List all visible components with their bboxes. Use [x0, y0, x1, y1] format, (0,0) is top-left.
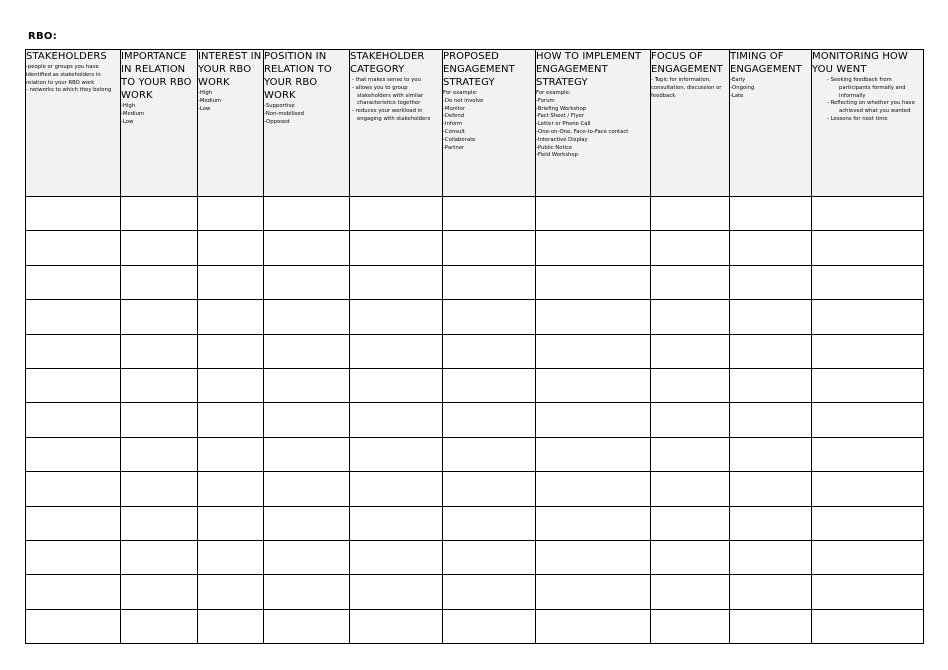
table-row — [26, 506, 924, 540]
col-title: TIMING OF ENGAGEMENT — [730, 51, 802, 75]
col-desc-line: -Ongoing — [730, 84, 755, 91]
entry-cell[interactable] — [121, 472, 198, 506]
col-title: HOW TO IMPLEMENT ENGAGEMENT STRATEGY — [536, 51, 642, 88]
entry-cell[interactable] — [730, 197, 812, 231]
entry-cell[interactable] — [651, 437, 730, 471]
entry-cell[interactable] — [264, 575, 350, 609]
entry-cell[interactable] — [264, 300, 350, 334]
entry-cell[interactable] — [264, 368, 350, 402]
entry-cell[interactable] — [651, 300, 730, 334]
entry-cell[interactable] — [730, 403, 812, 437]
entry-cell[interactable] — [651, 403, 730, 437]
entry-cell[interactable] — [350, 265, 443, 299]
entry-cell[interactable] — [350, 368, 443, 402]
table-row — [26, 300, 924, 334]
table-row — [26, 334, 924, 368]
col-desc-line: -Monitor — [443, 105, 466, 112]
entry-cell[interactable] — [730, 300, 812, 334]
col-desc-line: -Low — [121, 118, 134, 125]
entry-cell[interactable] — [121, 231, 198, 265]
table-row — [26, 437, 924, 471]
entry-cell[interactable] — [264, 231, 350, 265]
entry-cell[interactable] — [812, 506, 924, 540]
col-title: IMPORTANCE IN RELATION TO YOUR RBO WORK — [121, 51, 192, 101]
table-body — [26, 197, 924, 644]
col-title: MONITORING HOW YOU WENT — [812, 51, 908, 75]
entry-cell[interactable] — [198, 609, 264, 643]
entry-cell[interactable] — [121, 368, 198, 402]
entry-cell[interactable] — [443, 300, 536, 334]
entry-cell[interactable] — [730, 265, 812, 299]
entry-cell[interactable] — [536, 575, 651, 609]
col-header-implement-strategy — [536, 50, 651, 197]
entry-cell[interactable] — [651, 334, 730, 368]
col-desc-line: - that makes sense to you — [352, 77, 421, 83]
col-desc-line: -Fact Sheet / Flyer — [536, 113, 584, 120]
entry-cell[interactable] — [264, 403, 350, 437]
entry-cell[interactable] — [730, 437, 812, 471]
col-desc-line: -Briefing Workshop — [536, 105, 587, 112]
entry-cell[interactable] — [350, 300, 443, 334]
entry-cell[interactable] — [443, 368, 536, 402]
col-header-timing — [730, 50, 812, 197]
entry-cell[interactable] — [536, 334, 651, 368]
col-header-monitoring — [812, 50, 924, 197]
table-row — [26, 403, 924, 437]
entry-cell[interactable] — [121, 506, 198, 540]
entry-cell[interactable] — [651, 575, 730, 609]
entry-cell[interactable] — [121, 437, 198, 471]
entry-cell[interactable] — [536, 609, 651, 643]
col-title: INTEREST IN YOUR RBO WORK — [198, 51, 262, 88]
entry-cell[interactable] — [350, 403, 443, 437]
entry-cell[interactable] — [350, 472, 443, 506]
entry-cell[interactable] — [26, 506, 121, 540]
entry-cell[interactable] — [26, 540, 121, 574]
col-desc-line: -Public Notice — [536, 144, 573, 151]
col-desc-line: For example: — [536, 90, 571, 96]
table-row — [26, 368, 924, 402]
entry-cell[interactable] — [651, 506, 730, 540]
col-desc-line: -Defend — [443, 113, 465, 120]
entry-cell[interactable] — [536, 437, 651, 471]
entry-cell[interactable] — [264, 506, 350, 540]
col-desc-line: - allows you to group stakeholders with similar characteristics together — [352, 84, 424, 107]
table-row — [26, 609, 924, 643]
entry-cell[interactable] — [443, 437, 536, 471]
entry-cell[interactable] — [198, 300, 264, 334]
col-desc-line: -Inform — [443, 121, 463, 128]
table-row — [26, 472, 924, 506]
entry-cell[interactable] — [651, 472, 730, 506]
entry-cell[interactable] — [730, 334, 812, 368]
entry-cell[interactable] — [443, 403, 536, 437]
entry-cell[interactable] — [121, 265, 198, 299]
col-desc-line: -Collaborate — [443, 136, 476, 143]
entry-cell[interactable] — [536, 231, 651, 265]
table-row — [26, 231, 924, 265]
col-title: PROPOSED ENGAGEMENT STRATEGY — [443, 51, 515, 88]
entry-cell[interactable] — [264, 472, 350, 506]
entry-cell[interactable] — [443, 334, 536, 368]
col-title: STAKEHOLDER CATEGORY — [350, 51, 425, 75]
entry-cell[interactable] — [812, 609, 924, 643]
entry-cell[interactable] — [350, 609, 443, 643]
entry-cell[interactable] — [443, 472, 536, 506]
col-desc-line: -Early — [730, 77, 746, 83]
entry-cell[interactable] — [264, 540, 350, 574]
col-title: STAKEHOLDERS — [26, 51, 107, 62]
entry-cell[interactable] — [812, 197, 924, 231]
col-header-importance — [121, 50, 198, 197]
entry-cell[interactable] — [536, 300, 651, 334]
entry-cell[interactable] — [651, 231, 730, 265]
entry-cell[interactable] — [812, 540, 924, 574]
entry-cell[interactable] — [198, 334, 264, 368]
entry-cell[interactable] — [26, 609, 121, 643]
entry-cell[interactable] — [443, 540, 536, 574]
entry-cell[interactable] — [121, 609, 198, 643]
col-desc-line: - Lessons for next time — [827, 115, 888, 122]
entry-cell[interactable] — [198, 265, 264, 299]
entry-cell[interactable] — [536, 506, 651, 540]
col-desc-line: For example: — [443, 90, 478, 96]
entry-cell[interactable] — [651, 609, 730, 643]
col-desc-line: -Field Workshop — [536, 152, 578, 159]
col-header-position — [264, 50, 350, 197]
entry-cell[interactable] — [26, 575, 121, 609]
col-desc-line: -Non-mobilised — [264, 110, 304, 117]
col-desc-line: - Topic for information, consultation, discussion or feedback — [651, 77, 722, 99]
entry-cell[interactable] — [812, 575, 924, 609]
entry-cell[interactable] — [536, 472, 651, 506]
entry-cell[interactable] — [536, 197, 651, 231]
entry-cell[interactable] — [350, 334, 443, 368]
entry-cell[interactable] — [198, 472, 264, 506]
header-row — [26, 50, 924, 197]
entry-cell[interactable] — [198, 403, 264, 437]
entry-cell[interactable] — [26, 403, 121, 437]
entry-cell[interactable] — [812, 300, 924, 334]
entry-cell[interactable] — [443, 265, 536, 299]
col-desc-line: -High — [198, 90, 213, 96]
col-title: POSITION IN RELATION TO YOUR RBO WORK — [264, 51, 332, 101]
col-desc-line: -Do not involve — [443, 97, 484, 104]
entry-cell[interactable] — [730, 575, 812, 609]
entry-cell[interactable] — [264, 437, 350, 471]
entry-cell[interactable] — [121, 403, 198, 437]
col-desc-line: -One-on-One, Face-to-Face contact — [536, 128, 629, 135]
col-desc-line: -Partner — [443, 144, 465, 151]
entry-cell[interactable] — [812, 437, 924, 471]
col-header-category — [350, 50, 443, 197]
entry-cell[interactable] — [812, 265, 924, 299]
entry-cell[interactable] — [26, 437, 121, 471]
col-desc-line: -Consult — [443, 128, 465, 135]
entry-cell[interactable] — [443, 197, 536, 231]
entry-cell[interactable] — [651, 368, 730, 402]
entry-cell[interactable] — [651, 265, 730, 299]
col-title: FOCUS OF ENGAGEMENT — [651, 51, 723, 75]
entry-cell[interactable] — [121, 334, 198, 368]
entry-cell[interactable] — [264, 197, 350, 231]
entry-cell[interactable] — [651, 197, 730, 231]
entry-cell[interactable] — [350, 506, 443, 540]
col-header-stakeholders — [26, 50, 121, 197]
entry-cell[interactable] — [26, 472, 121, 506]
entry-cell[interactable] — [198, 197, 264, 231]
entry-cell[interactable] — [730, 609, 812, 643]
col-header-proposed-strategy — [443, 50, 536, 197]
entry-cell[interactable] — [198, 540, 264, 574]
col-desc-line: - reduces your workload in engaging with stakeholders — [352, 108, 431, 122]
entry-cell[interactable] — [812, 231, 924, 265]
entry-cell[interactable] — [812, 334, 924, 368]
entry-cell[interactable] — [536, 265, 651, 299]
entry-cell[interactable] — [121, 575, 198, 609]
col-desc-line: - Seeking feedback from participants formally and informally — [827, 77, 906, 99]
col-desc-line: -Low — [198, 105, 211, 112]
entry-cell[interactable] — [264, 265, 350, 299]
entry-cell[interactable] — [812, 472, 924, 506]
entry-cell[interactable] — [536, 540, 651, 574]
table-row — [26, 540, 924, 574]
entry-cell[interactable] — [730, 368, 812, 402]
entry-cell[interactable] — [812, 403, 924, 437]
col-desc-line: - networks to which they belong — [26, 87, 112, 94]
entry-cell[interactable] — [730, 472, 812, 506]
col-desc-line: -Medium — [198, 97, 222, 104]
entry-cell[interactable] — [121, 540, 198, 574]
entry-cell[interactable] — [651, 540, 730, 574]
entry-cell[interactable] — [198, 575, 264, 609]
col-desc-line: -people or groups you have identified as stakeholders in relation to your RBO work — [26, 64, 101, 86]
entry-cell[interactable] — [350, 575, 443, 609]
table-row — [26, 265, 924, 299]
col-desc-line: -Late — [730, 92, 744, 99]
entry-cell[interactable] — [26, 265, 121, 299]
entry-cell[interactable] — [350, 197, 443, 231]
entry-cell[interactable] — [350, 540, 443, 574]
entry-cell[interactable] — [730, 506, 812, 540]
entry-cell[interactable] — [26, 334, 121, 368]
entry-cell[interactable] — [198, 231, 264, 265]
entry-cell[interactable] — [443, 575, 536, 609]
entry-cell[interactable] — [730, 540, 812, 574]
entry-cell[interactable] — [26, 368, 121, 402]
col-desc-line: -Medium — [121, 110, 145, 117]
entry-cell[interactable] — [443, 609, 536, 643]
col-header-focus — [651, 50, 730, 197]
col-desc-line: -Interactive Display — [536, 136, 588, 143]
col-header-interest — [198, 50, 264, 197]
entry-cell[interactable] — [121, 300, 198, 334]
entry-cell[interactable] — [198, 368, 264, 402]
col-desc-line: -High — [121, 103, 136, 109]
col-desc-line: -Forum — [536, 97, 555, 104]
entry-cell[interactable] — [26, 300, 121, 334]
entry-cell[interactable] — [198, 437, 264, 471]
entry-cell[interactable] — [26, 231, 121, 265]
col-desc-line: - Reflecting on whether you have achieved what you wanted — [827, 100, 915, 115]
entry-cell[interactable] — [350, 231, 443, 265]
entry-cell[interactable] — [350, 437, 443, 471]
entry-cell[interactable] — [730, 231, 812, 265]
col-desc-line: -Supportive — [264, 103, 295, 109]
entry-cell[interactable] — [536, 403, 651, 437]
sheet-label: RBO: — [28, 31, 58, 42]
entry-cell[interactable] — [443, 506, 536, 540]
entry-cell[interactable] — [121, 197, 198, 231]
entry-cell[interactable] — [443, 231, 536, 265]
entry-cell[interactable] — [264, 334, 350, 368]
entry-cell[interactable] — [26, 197, 121, 231]
entry-cell[interactable] — [812, 368, 924, 402]
table-row — [26, 197, 924, 231]
entry-cell[interactable] — [536, 368, 651, 402]
stakeholder-engagement-table — [25, 49, 924, 644]
entry-cell[interactable] — [264, 609, 350, 643]
col-desc-line: -Opposed — [264, 118, 290, 125]
col-desc-line: -Letter or Phone Call — [536, 121, 591, 128]
entry-cell[interactable] — [198, 506, 264, 540]
table-row — [26, 575, 924, 609]
